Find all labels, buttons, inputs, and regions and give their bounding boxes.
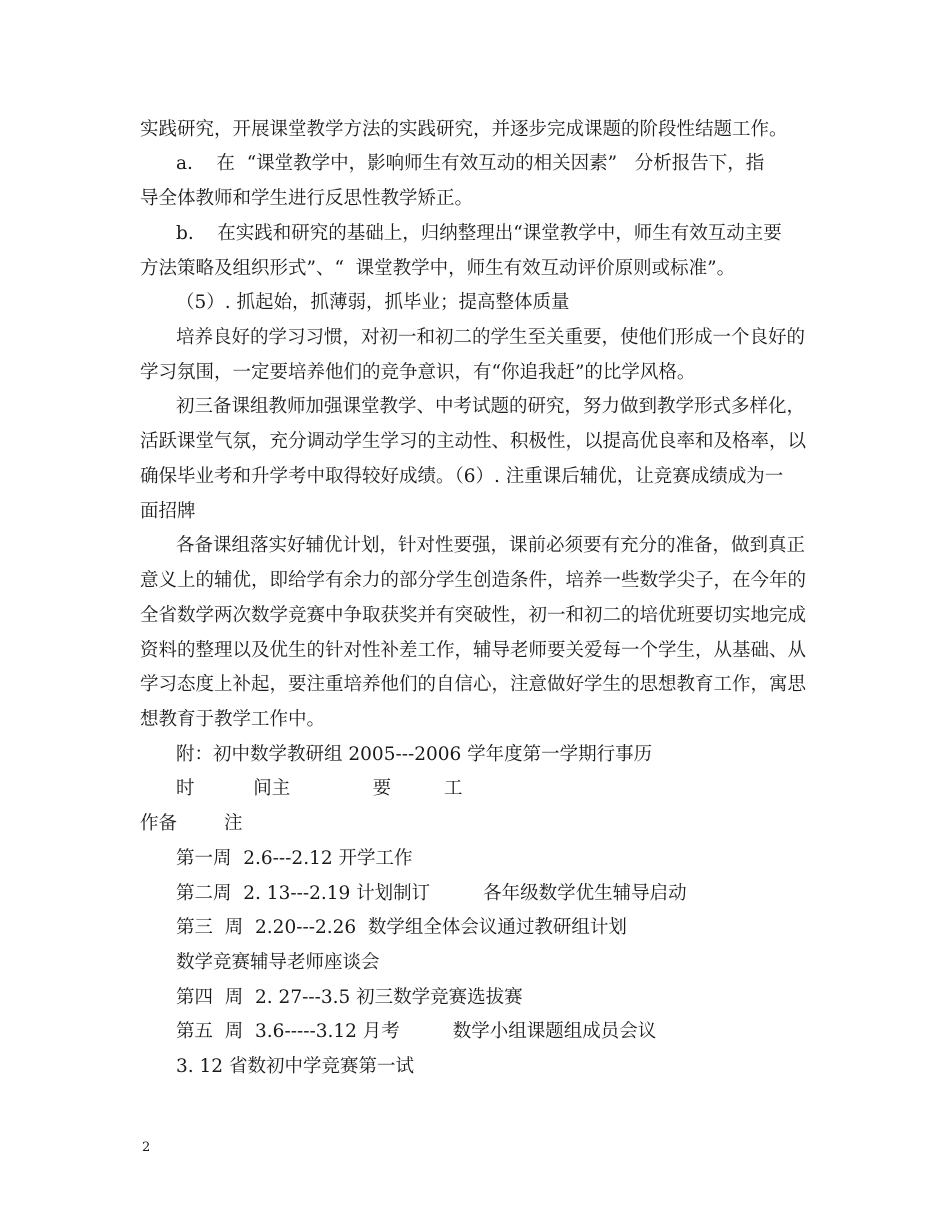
schedule-row: 第三 周 2.20---2.26 数学组全体会议通过教研组计划 [176,917,627,938]
text-line: 学习氛围，一定要培养他们的竞争意识，有“你追我赶”的比学风格。 [140,362,696,383]
text-line: 学习态度上补起，要注重培养他们的自信心，注意做好学生的思想教育工作，寓思 [140,674,807,695]
text-line: 初三备课组教师加强课堂教学、中考试题的研究，努力做到教学形式多样化， [176,396,806,417]
schedule-row: 3. 12 省数初中学竞赛第一试 [176,1056,414,1077]
text-line: 资料的整理以及优生的针对性补差工作，辅导老师要关爱每一个学生，从基础、从 [140,640,807,661]
schedule-row: 第二周 2. 13---2.19 计划制订 各年级数学优生辅导启动 [176,883,687,904]
text-line: 确保毕业考和升学考中取得较好成绩。（6）. 注重课后辅优，让竞赛成绩成为一 [140,466,784,487]
text-line: 培养良好的学习习惯，对初一和初二的学生至关重要，使他们形成一个良好的 [176,327,806,348]
text-line: a. 在 “课堂教学中，影响师生有效互动的相关因素” 分析报告下，指 [176,153,765,174]
text-line: 实践研究，开展课堂教学方法的实践研究，并逐步完成课题的阶段性结题工作。 [140,119,788,140]
schedule-header: 时 间主 要 工 [176,778,463,799]
text-line: 全省数学两次数学竞赛中争取获奖并有突破性，初一和初二的培优班要切实地完成 [140,605,807,626]
text-line: 活跃课堂气氛，充分调动学生学习的主动性、积极性，以提高优良率和及格率，以 [140,431,807,452]
schedule-row: 第四 周 2. 27---3.5 初三数学竞赛选拔赛 [176,987,523,1008]
text-line: 方法策略及组织形式”、“ 课堂教学中，师生有效互动评价原则或标准”。 [140,258,736,279]
text-line: 想教育于教学工作中。 [140,709,326,730]
schedule-title: 附：初中数学教研组 2005---2006 学年度第一学期行事历 [176,744,653,765]
text-line: 各备课组落实好辅优计划，针对性要强，课前必须要有充分的准备，做到真正 [176,535,806,556]
schedule-row: 第五 周 3.6-----3.12 月考 数学小组课题组成员会议 [176,1021,657,1042]
schedule-row: 第一周 2.6---2.12 开学工作 [176,848,413,869]
text-line: 面招牌 [140,501,196,522]
schedule-header: 作备 注 [140,813,243,834]
section-heading: （5）. 抓起始，抓薄弱，抓毕业；提高整体质量 [176,292,570,313]
text-line: 意义上的辅优，即给学有余力的部分学生创造条件，培养一些数学尖子，在今年的 [140,570,807,591]
text-line: 导全体教师和学生进行反思性教学矫正。 [140,188,474,209]
text-line: b. 在实践和研究的基础上，归纳整理出“课堂教学中，师生有效互动主要 [176,223,782,244]
schedule-row: 数学竞赛辅导老师座谈会 [176,952,380,973]
page-number: 2 [142,1140,151,1155]
